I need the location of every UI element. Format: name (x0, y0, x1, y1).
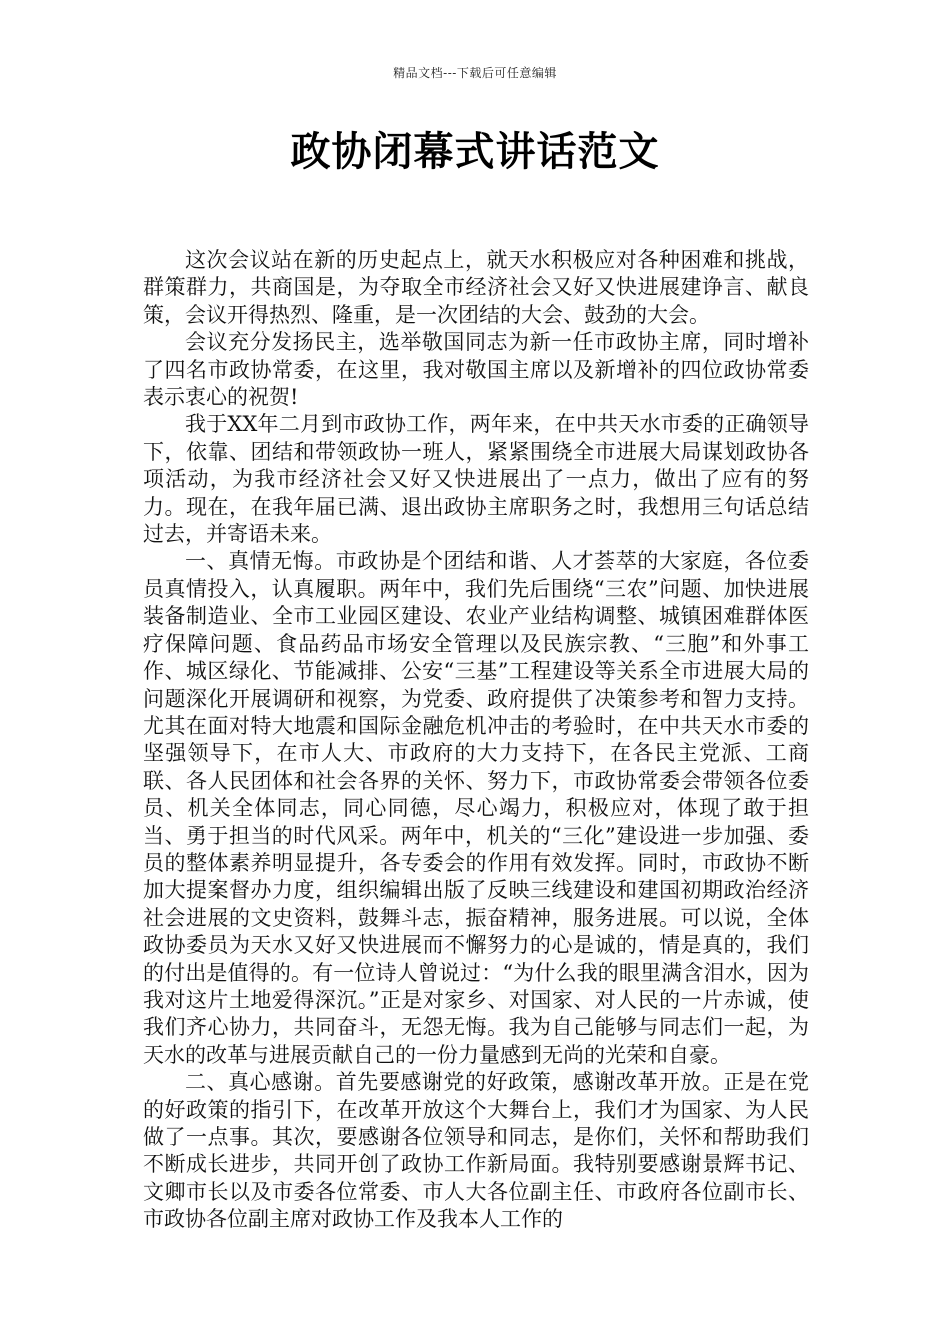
paragraph-3: 我于XX年二月到市政协工作，两年来，在中共天水市委的正确领导下，依靠、团结和带领政协一班人，紧紧围绕全市进展大局谋划政协各项活动，为我市经济社会又好又快进展出了一点力，做出了应有的努力。现在，在我年届已满、退出政协主席职务之时，我想用三句话总结过去，并寄语未来。 (143, 412, 809, 547)
document-title: 政协闭幕式讲话范文 (290, 128, 660, 175)
paragraph-5: 二、真心感谢。首先要感谢党的好政策，感谢改革开放。正是在党的好政策的指引下，在改革开放这个大舞台上，我们才为国家、为人民做了一点事。其次，要感谢各位领导和同志，是你们，关怀和帮助我们不断成长进步，共同开创了政协工作新局面。我特别要感谢景辉书记、文卿市长以及市委各位常委、市人大各位副主任、市政府各位副市长、市政协各位副主席对政协工作及我本人工作的 (143, 1070, 809, 1232)
document-body (143, 247, 809, 1234)
paragraph-1: 这次会议站在新的历史起点上，就天水积极应对各种困难和挑战，群策群力，共商国是，为夺取全市经济社会又好又快进展建诤言、献良策，会议开得热烈、隆重，是一次团结的大会、鼓劲的大会。 (143, 248, 809, 327)
header-note: 精品文档---下载后可任意编辑 (393, 66, 557, 80)
paragraph-4: 一、真情无悔。市政协是个团结和谐、人才荟萃的大家庭，各位委员真情投入，认真履职。两年中，我们先后围绕“三农”问题、加快进展装备制造业、全市工业园区建设、农业产业结构调整、城镇困难群体医疗保障问题、食品药品市场安全管理以及民族宗教、“三胞”和外事工作、城区绿化、节能减排、公安“三基”工程建设等关系全市进展大局的问题深化开展调研和视察，为党委、政府提供了决策参考和智力支持。尤其在面对特大地震和国际金融危机冲击的考验时，在中共天水市委的坚强领导下，在市人大、市政府的大力支持下，在各民主党派、工商联、各人民团体和社会各界的关怀、努力下，市政协常委会带领各位委员、机关全体同志，同心同德，尽心竭力，积极应对，体现了敢于担当、勇于担当的时代风采。两年中，机关的“三化”建设进一步加强、委员的整体素养明显提升，各专委会的作用有效发挥。同时，市政协不断加大提案督办力度，组织编辑出版了反映三线建设和建国初期政治经济社会进展的文史资料，鼓舞斗志，振奋精神，服务进展。可以说，全体政协委员为天水又好又快进展而不懈努力的心是诚的，情是真的，我们的付出是值得的。有一位诗人曾说过：“为什么我的眼里满含泪水，因为我对这片土地爱得深沉。”正是对家乡、对国家、对人民的一片赤诚，使我们齐心协力，共同奋斗，无怨无悔。我为自己能够与同志们一起，为天水的改革与进展贡献自己的一份力量感到无尚的光荣和自豪。 (143, 549, 809, 1067)
paragraph-2: 会议充分发扬民主，选举敬国同志为新一任市政协主席，同时增补了四名市政协常委，在这里，我对敬国主席以及新增补的四位政协常委表示衷心的祝贺! (143, 330, 809, 410)
